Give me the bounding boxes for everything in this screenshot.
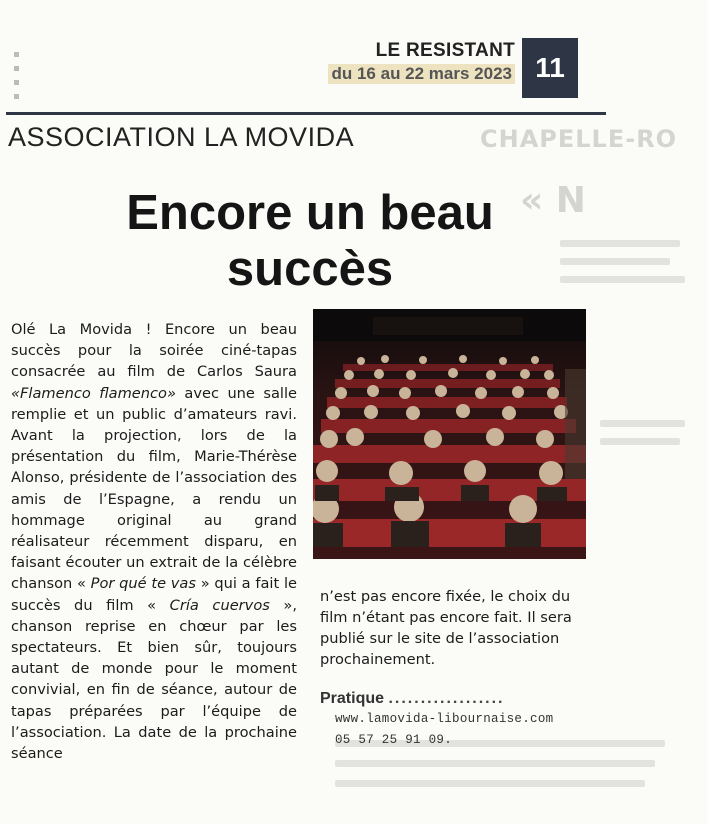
article-paragraph-continued: n’est pas encore fixée, le choix du film n’étant pas encore fait. Il sera publié sur le site de l’association prochainement. [320,588,572,668]
show-through-line [600,438,680,445]
pratique-label: Pratique [320,690,385,707]
show-through-line [560,276,685,283]
section-rubric: ASSOCIATION LA MOVIDA [8,122,355,152]
association-phone: 05 57 25 91 09. [335,733,453,747]
page-number-badge: 11 [522,38,578,98]
issue-date: du 16 au 22 mars 2023 [328,64,515,84]
scan-edge-marks [14,52,20,108]
pratique-section [320,690,600,708]
show-through-line [600,420,685,427]
show-through-line [335,780,645,787]
show-through-title: CHAPELLE-RO [480,125,678,153]
article-paragraph: Olé La Movida ! Encore un beau succès pour la soirée ciné-tapas consacrée au film de Carlos Saura «Flamenco flamenco» avec une salle remplie et un public d’amateurs ravi. Avant la projection, lors de la présentation du film, Marie-Thérèse Alonso, présidente de l’association des amis de l’Espagne, a rendu un hommage original au grand réalisateur récemment disparu, en faisant écouter un extrait de la célèbre chanson « Por qué te vas » qui a fait le succès du film « Cría cuervos », chanson reprise en chœur par les spectateurs. Et bien sûr, toujours autant de monde pour le moment convivial, en fin de séance, autour de tapas préparées par l’équipe de l’association. La date de la prochaine séance [11,321,297,763]
headline-line-2: succès [226,242,394,296]
association-website: www.lamovida-libournaise.com [335,712,554,726]
header-rule [6,112,606,115]
cinema-audience-photo [313,309,586,559]
pratique-leader-dots: .................. [388,690,505,707]
show-through-line [560,240,680,247]
masthead [300,40,515,84]
show-through-line [560,258,670,265]
newspaper-name: LE RESISTANT [375,40,515,61]
film-title-cria-cuervos: Cría cuervos [169,596,270,614]
film-title-flamenco: «Flamenco flamenco» [11,384,176,402]
show-through-headline: « N [520,180,586,221]
photo-drawing [313,309,586,559]
song-title: Por qué te vas [90,575,196,593]
article-body-right [320,586,592,670]
headline-line-1: Encore un beau [126,186,494,240]
article-body-left [11,319,297,764]
show-through-line [335,760,655,767]
article-headline [60,185,560,297]
